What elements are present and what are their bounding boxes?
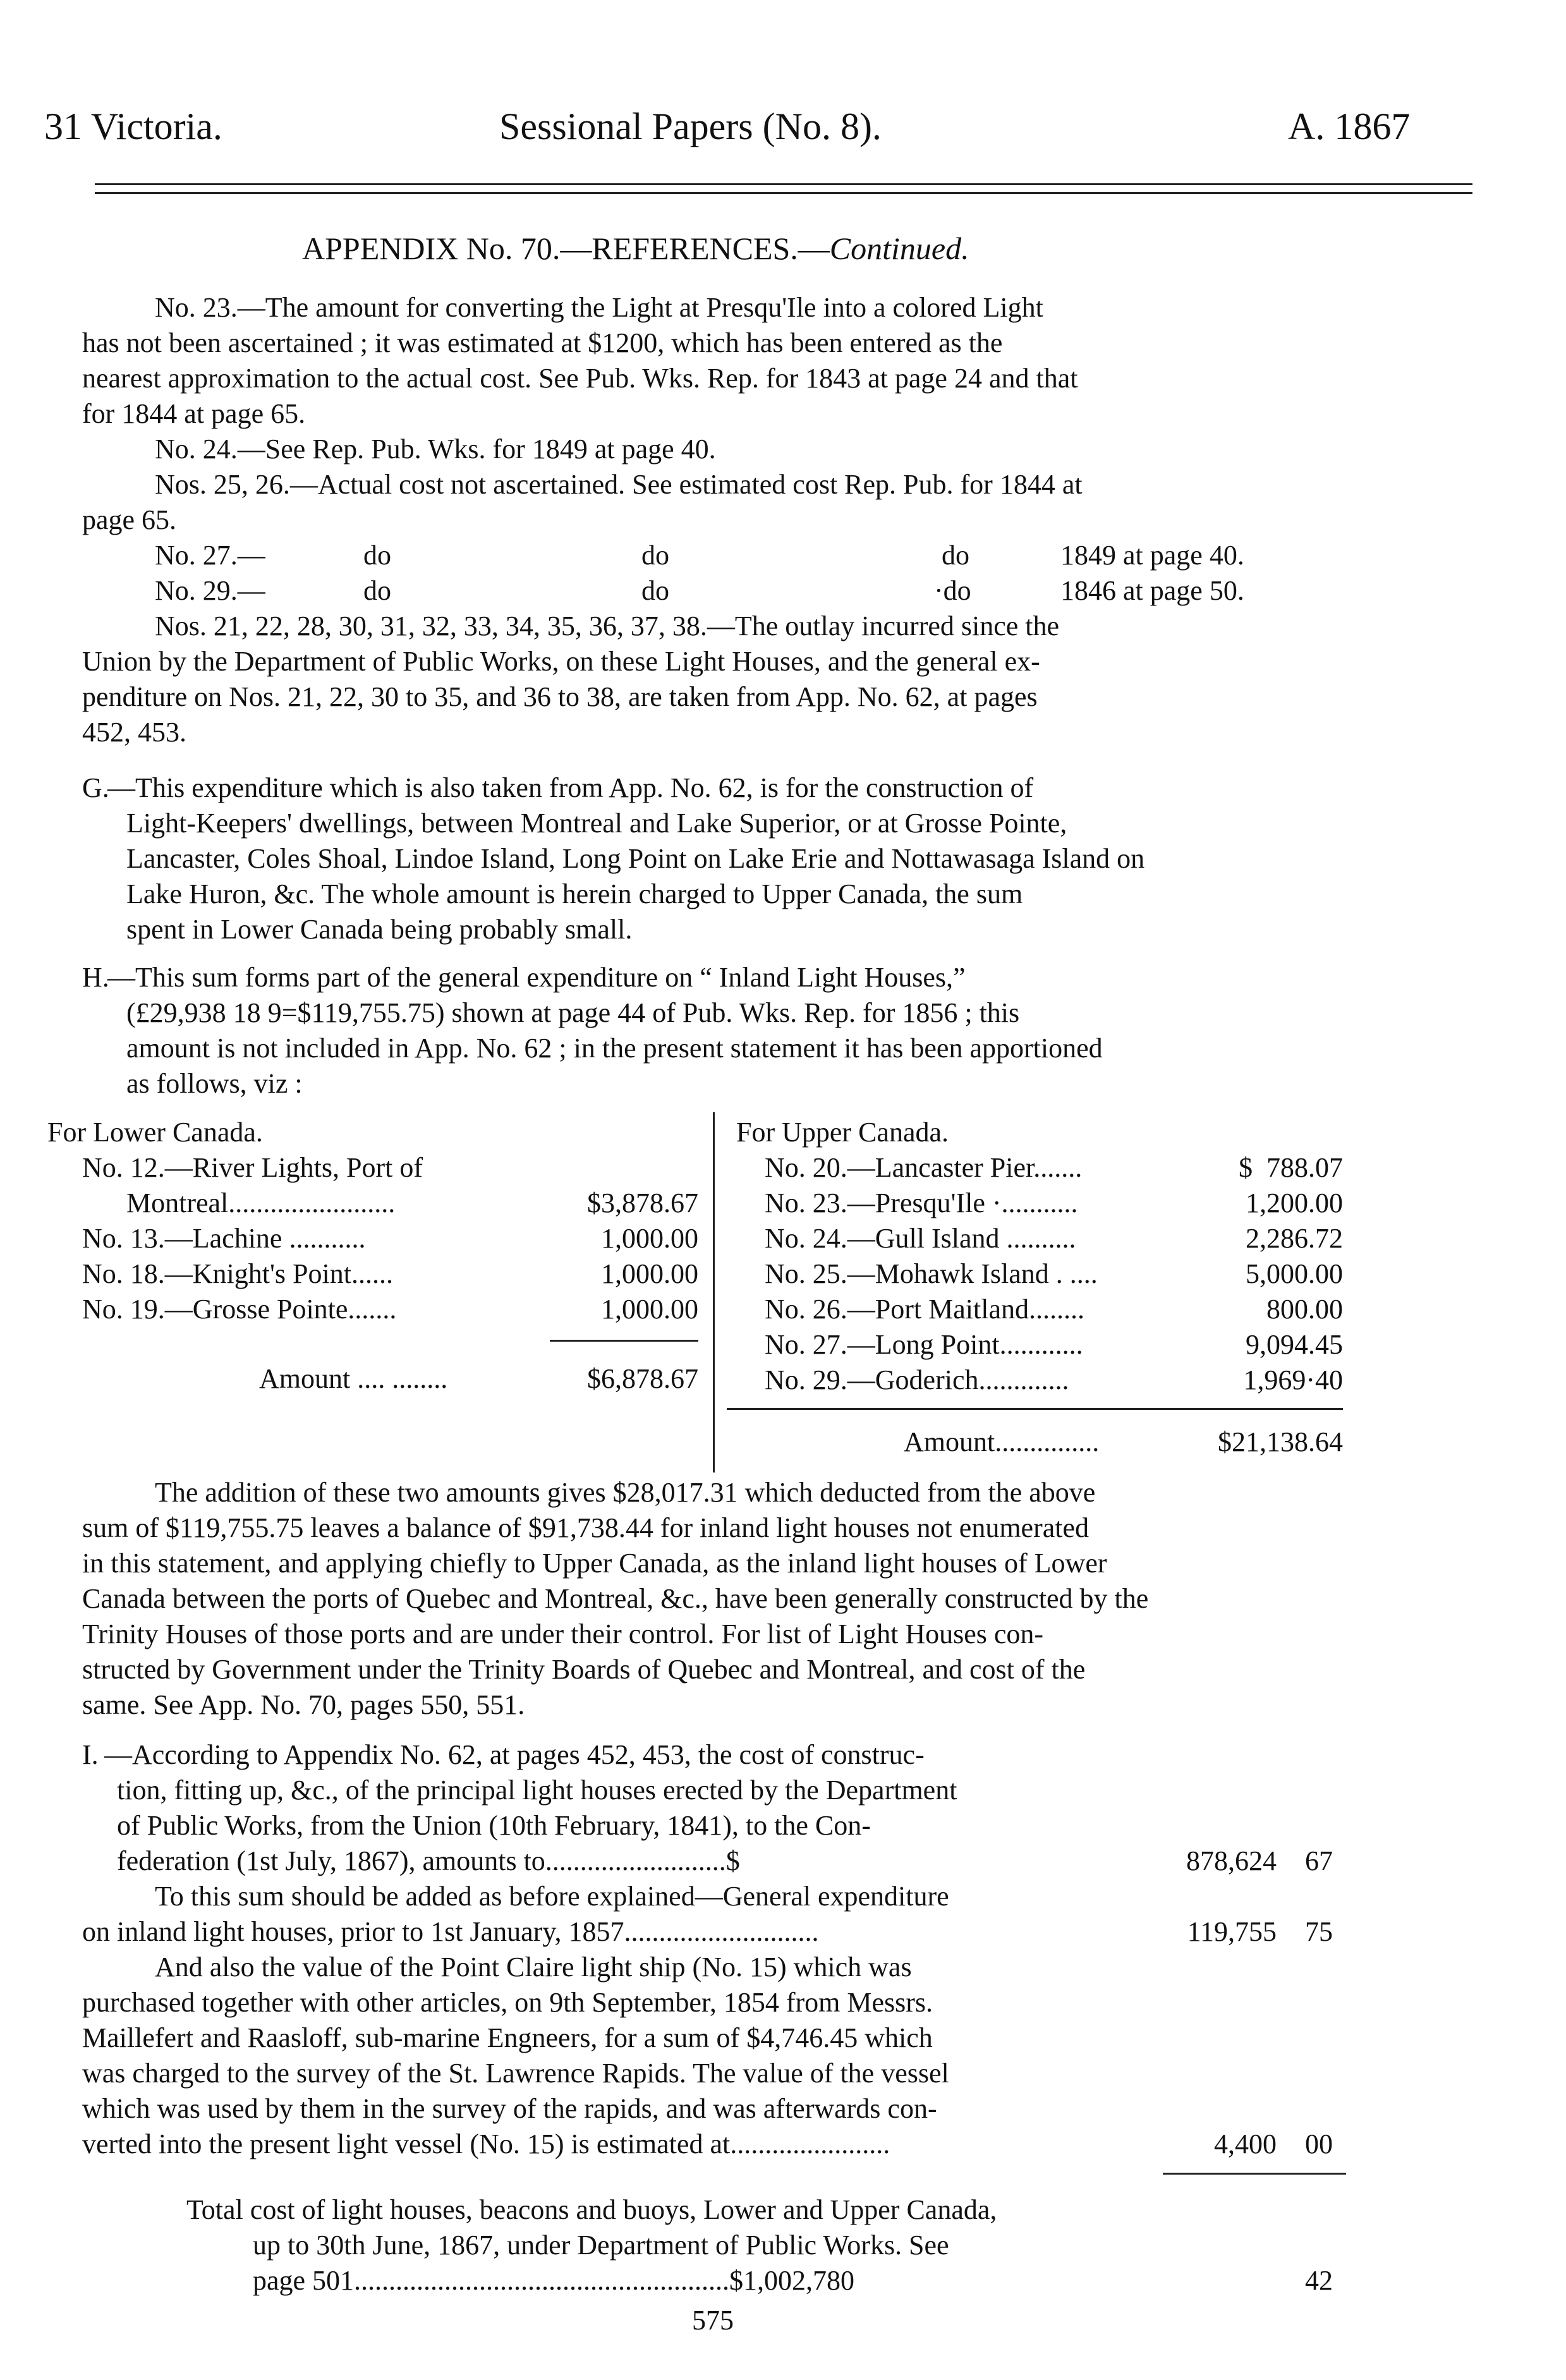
total-cents: 42 bbox=[1305, 2265, 1333, 2296]
text-line: No. 23.—The amount for converting the Light at Presqu'Ile into a colored Light bbox=[155, 292, 1043, 323]
text-line: up to 30th June, 1867, under Department of Public Works. See bbox=[253, 2230, 949, 2261]
text-line: as follows, viz : bbox=[126, 1068, 303, 1099]
paragraph-label: I. bbox=[82, 1739, 99, 1770]
appendix-title-main: APPENDIX No. 70.—REFERENCES.— bbox=[302, 231, 830, 266]
text-line: 1849 at page 40. bbox=[1060, 540, 1244, 571]
appendix-title bbox=[302, 233, 969, 264]
appendix-title-continued: Continued. bbox=[829, 231, 969, 266]
text-line: federation (1st July, 1867), amounts to..........................$ bbox=[117, 1845, 740, 1876]
upper-item-label: No. 27.—Long Point............ bbox=[765, 1329, 1083, 1360]
upper-item-value: 800.00 bbox=[1266, 1294, 1343, 1325]
text-line: has not been ascertained ; it was estimated at $1200, which has been entered as the bbox=[82, 327, 1003, 358]
text-line: And also the value of the Point Claire light ship (No. 15) which was bbox=[155, 1952, 912, 1982]
text-line: for 1844 at page 65. bbox=[82, 398, 306, 429]
cost-dollars: 878,624 bbox=[1186, 1845, 1277, 1876]
text-line: —This sum forms part of the general expenditure on “ Inland Light Houses,” bbox=[107, 962, 966, 993]
text-line: Union by the Department of Public Works, on these Light Houses, and the general ex- bbox=[82, 646, 1040, 677]
text-line: Lancaster, Coles Shoal, Lindoe Island, Long Point on Lake Erie and Nottawasaga Island on bbox=[126, 843, 1145, 874]
lower-item-label: No. 19.—Grosse Pointe....... bbox=[82, 1294, 397, 1325]
text-line: To this sum should be added as before explained—General expenditure bbox=[155, 1881, 949, 1912]
upper-item-label: No. 24.—Gull Island .......... bbox=[765, 1223, 1076, 1254]
header-rule-bottom bbox=[95, 192, 1472, 194]
lower-total-value: $6,878.67 bbox=[587, 1363, 698, 1394]
text-line: in this statement, and applying chiefly to Upper Canada, as the inland light houses of Lower bbox=[82, 1548, 1107, 1579]
text-line: purchased together with other articles, on 9th September, 1854 from Messrs. bbox=[82, 1987, 933, 2018]
upper-item-label: No. 23.—Presqu'Ile ·........... bbox=[765, 1187, 1078, 1218]
paragraph-label: G. bbox=[82, 772, 109, 803]
text-line: nearest approximation to the actual cost. See Pub. Wks. Rep. for 1843 at page 24 and that bbox=[82, 363, 1078, 394]
ditto-mark: do bbox=[363, 540, 391, 571]
text-line: Nos. 21, 22, 28, 30, 31, 32, 33, 34, 35, 36, 37, 38.—The outlay incurred since the bbox=[155, 610, 1060, 641]
lower-item-value: 1,000.00 bbox=[601, 1258, 698, 1289]
cost-dollars: 4,400 bbox=[1214, 2128, 1277, 2159]
upper-item-label: No. 20.—Lancaster Pier....... bbox=[765, 1152, 1083, 1183]
upper-sum-rule bbox=[727, 1408, 1343, 1410]
header-title: Sessional Papers (No. 8). bbox=[499, 106, 882, 147]
ditto-mark: ·do bbox=[934, 575, 971, 606]
upper-item-value: 1,200.00 bbox=[1246, 1187, 1343, 1218]
text-line: structed by Government under the Trinity Boards of Quebec and Montreal, and cost of the bbox=[82, 1654, 1086, 1685]
text-line: sum of $119,755.75 leaves a balance of $91,738.44 for inland light houses not enumerated bbox=[82, 1512, 1090, 1543]
text-line: Canada between the ports of Quebec and Montreal, &c., have been generally constructed by the bbox=[82, 1583, 1149, 1614]
text-line: page 65. bbox=[82, 504, 177, 535]
page-number: 575 bbox=[692, 2305, 734, 2336]
paragraph-label: H. bbox=[82, 962, 109, 993]
text-line: which was used by them in the survey of the rapids, and was afterwards con- bbox=[82, 2093, 937, 2124]
text-line: tion, fitting up, &c., of the principal light houses erected by the Department bbox=[117, 1775, 957, 1806]
paragraph-no-24: No. 24.—See Rep. Pub. Wks. for 1849 at page 40. bbox=[155, 434, 716, 464]
upper-item-value: 1,969·40 bbox=[1243, 1364, 1343, 1395]
lower-item-label: No. 18.—Knight's Point...... bbox=[82, 1258, 393, 1289]
ditto-mark: do bbox=[363, 575, 391, 606]
lower-item-label: No. 12.—River Lights, Port of bbox=[82, 1152, 423, 1183]
text-line: No. 27.— bbox=[155, 540, 265, 571]
lower-item-label: No. 13.—Lachine ........... bbox=[82, 1223, 366, 1254]
upper-item-label: No. 29.—Goderich............. bbox=[765, 1364, 1069, 1395]
text-line: spent in Lower Canada being probably small. bbox=[126, 914, 633, 945]
upper-item-label: No. 26.—Port Maitland........ bbox=[765, 1294, 1084, 1325]
text-line: was charged to the survey of the St. Lawrence Rapids. The value of the vessel bbox=[82, 2058, 949, 2089]
upper-total-value: $21,138.64 bbox=[1218, 1426, 1343, 1457]
header-rule-top bbox=[95, 183, 1472, 185]
text-line: page 501......................................................$1,002,780 bbox=[253, 2265, 855, 2296]
text-line: same. See App. No. 70, pages 550, 551. bbox=[82, 1689, 525, 1720]
text-line: Lake Huron, &c. The whole amount is herein charged to Upper Canada, the sum bbox=[126, 878, 1023, 909]
text-line: (£29,938 18 9=$119,755.75) shown at page 44 of Pub. Wks. Rep. for 1856 ; this bbox=[126, 997, 1020, 1028]
upper-item-value: $ 788.07 bbox=[1239, 1152, 1343, 1183]
lower-total-label: Amount .... ........ bbox=[259, 1363, 448, 1394]
text-line: Maillefert and Raasloff, sub-marine Engneers, for a sum of $4,746.45 which bbox=[82, 2022, 933, 2053]
text-line: 1846 at page 50. bbox=[1060, 575, 1244, 606]
text-line: The addition of these two amounts gives $28,017.31 which deducted from the above bbox=[155, 1477, 1096, 1508]
lower-item-value: $3,878.67 bbox=[587, 1187, 698, 1218]
text-line: amount is not included in App. No. 62 ; in the present statement it has been apportioned bbox=[126, 1033, 1103, 1064]
upper-item-value: 9,094.45 bbox=[1246, 1329, 1343, 1360]
cost-cents: 75 bbox=[1305, 1916, 1333, 1947]
text-line: No. 29.— bbox=[155, 575, 265, 606]
cost-dollars: 119,755 bbox=[1187, 1916, 1277, 1947]
text-line: 452, 453. bbox=[82, 717, 186, 748]
upper-item-value: 2,286.72 bbox=[1246, 1223, 1343, 1254]
upper-total-label: Amount............... bbox=[904, 1426, 1100, 1457]
cost-cents: 00 bbox=[1305, 2128, 1333, 2159]
table-divider bbox=[713, 1112, 715, 1472]
text-line: Light-Keepers' dwellings, between Montreal and Lake Superior, or at Grosse Pointe, bbox=[126, 808, 1067, 839]
text-line: —This expenditure which is also taken from App. No. 62, is for the construction of bbox=[107, 772, 1034, 803]
text-line: Total cost of light houses, beacons and buoys, Lower and Upper Canada, bbox=[186, 2194, 997, 2225]
ditto-mark: do bbox=[641, 575, 669, 606]
cost-sum-rule bbox=[1163, 2173, 1346, 2175]
ditto-mark: do bbox=[641, 540, 669, 571]
lower-sum-rule bbox=[550, 1340, 698, 1342]
cost-cents: 67 bbox=[1305, 1845, 1333, 1876]
text-line: verted into the present light vessel (No. 15) is estimated at....................... bbox=[82, 2128, 890, 2159]
text-line: Nos. 25, 26.—Actual cost not ascertained. See estimated cost Rep. Pub. for 1844 at bbox=[155, 469, 1083, 500]
upper-item-label: No. 25.—Mohawk Island . .... bbox=[765, 1258, 1098, 1289]
text-line: of Public Works, from the Union (10th February, 1841), to the Con- bbox=[117, 1810, 871, 1841]
text-line: on inland light houses, prior to 1st January, 1857............................ bbox=[82, 1916, 819, 1947]
lower-item-value: 1,000.00 bbox=[601, 1223, 698, 1254]
text-line: penditure on Nos. 21, 22, 30 to 35, and 36 to 38, are taken from App. No. 62, at pages bbox=[82, 681, 1038, 712]
upper-item-value: 5,000.00 bbox=[1246, 1258, 1343, 1289]
upper-canada-heading: For Upper Canada. bbox=[736, 1117, 949, 1148]
text-line: —According to Appendix No. 62, at pages 452, 453, the cost of construc- bbox=[104, 1739, 925, 1770]
header-year: A. 1867 bbox=[1288, 106, 1411, 147]
header-volume: 31 Victoria. bbox=[44, 106, 222, 147]
lower-item-label: Montreal........................ bbox=[126, 1187, 396, 1218]
lower-canada-heading: For Lower Canada. bbox=[47, 1117, 263, 1148]
ditto-mark: do bbox=[942, 540, 969, 571]
lower-item-value: 1,000.00 bbox=[601, 1294, 698, 1325]
text-line: Trinity Houses of those ports and are under their control. For list of Light Houses con- bbox=[82, 1618, 1044, 1649]
